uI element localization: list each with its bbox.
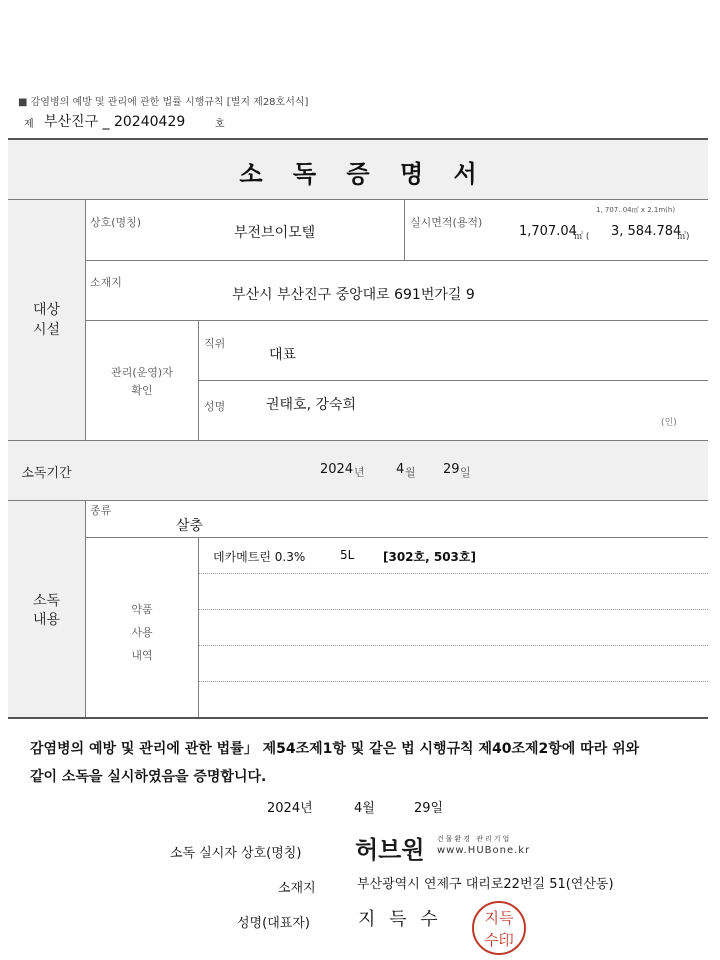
cert-number: 부산진구 _ 20240429 [44, 114, 186, 130]
name-label: 상호(명칭) [90, 216, 142, 229]
company-tagline: 건물환경 관리기업 [437, 835, 512, 843]
manager-position: 대표 [269, 347, 297, 363]
manager-name-label: 성명 [204, 400, 226, 413]
company-label: 소독 실시자 상호(명칭) [170, 846, 302, 861]
form-header-note: ■ 감염병의 예방 및 관리에 관한 법률 시행규칙 [별지 제28호서식] [18, 97, 309, 108]
divider [8, 500, 708, 501]
address-label: 소재지 [90, 276, 122, 289]
divider [85, 199, 86, 440]
facility-name: 부전브이모텔 [234, 225, 316, 241]
divider [8, 440, 708, 441]
cert-address-label: 소재지 [278, 881, 316, 896]
company-logo-name: 허브원 [355, 836, 425, 864]
period-label: 소독기간 [21, 466, 72, 481]
dotted-rule [199, 609, 708, 610]
seal-mark: (인) [661, 418, 677, 428]
divider [198, 320, 199, 440]
disinfection-section-label: 소독 내용 [32, 593, 61, 628]
official-seal-stamp: 지득 수印 [472, 901, 526, 955]
divider [198, 537, 199, 717]
position-label: 직위 [204, 337, 226, 350]
divider [85, 320, 708, 321]
chemical-amount: 5L [340, 548, 355, 562]
document-title: 소 독 증 명 서 [239, 160, 477, 188]
volume-unit: ㎥) [677, 232, 690, 242]
period-day: 29 [443, 462, 460, 477]
cert-date-month: 4월 [354, 801, 375, 816]
chemical-rooms: [302호, 503호] [383, 550, 476, 564]
manager-label: 관리(운영)자 확인 [111, 366, 173, 397]
disinfection-type: 살충 [176, 518, 204, 534]
certification-statement: 감염병의 예방 및 관리에 관한 법률」 제54조제1항 및 같은 법 시행규칙 제40조제2항에 따라 위와 같이 소독을 실시하였음을 증명합니다. [30, 741, 640, 785]
period-day-unit: 일 [460, 466, 471, 479]
divider [198, 380, 708, 381]
dotted-rule [199, 573, 708, 574]
divider [85, 260, 708, 261]
volume-value: 3, 584.784 [611, 224, 682, 239]
area-label: 실시면적(용적) [410, 216, 483, 229]
cert-number-suffix: 호 [215, 119, 225, 130]
dotted-rule [199, 645, 708, 646]
cert-address: 부산광역시 연제구 대리로22번길 51(연산동) [357, 877, 614, 892]
table-top-border [8, 138, 708, 140]
period-month-unit: 월 [405, 466, 416, 479]
divider [85, 537, 708, 538]
rep-name: 지 득 수 [358, 909, 442, 930]
rep-label: 성명(대표자) [237, 916, 310, 931]
cert-date-day: 29일 [414, 801, 444, 816]
table-bottom-border [8, 717, 708, 719]
chemical-name: 데카메트린 0.3% [213, 550, 306, 564]
period-year-unit: 년 [354, 466, 365, 479]
facility-section-label: 대상 시설 [32, 302, 61, 338]
facility-address: 부산시 부산진구 중앙대로 691번가길 9 [232, 287, 475, 303]
divider [8, 199, 708, 200]
period-year: 2024 [320, 462, 354, 477]
period-month: 4 [396, 462, 405, 477]
type-label: 종류 [90, 504, 112, 517]
area-unit: ㎡ ( [574, 232, 590, 242]
company-web: www.HUBone.kr [437, 845, 531, 856]
manager-name: 권태호, 강숙희 [266, 397, 357, 413]
cert-date-year: 2024년 [267, 801, 313, 816]
area-note: 1, 707. 04㎡ x 2.1m(h) [596, 206, 676, 214]
divider [404, 199, 405, 260]
area-value: 1,707.04 [519, 224, 577, 239]
chemical-label: 약품 사용 내역 [131, 603, 153, 662]
dotted-rule [199, 681, 708, 682]
cert-number-prefix: 제 [24, 119, 34, 130]
